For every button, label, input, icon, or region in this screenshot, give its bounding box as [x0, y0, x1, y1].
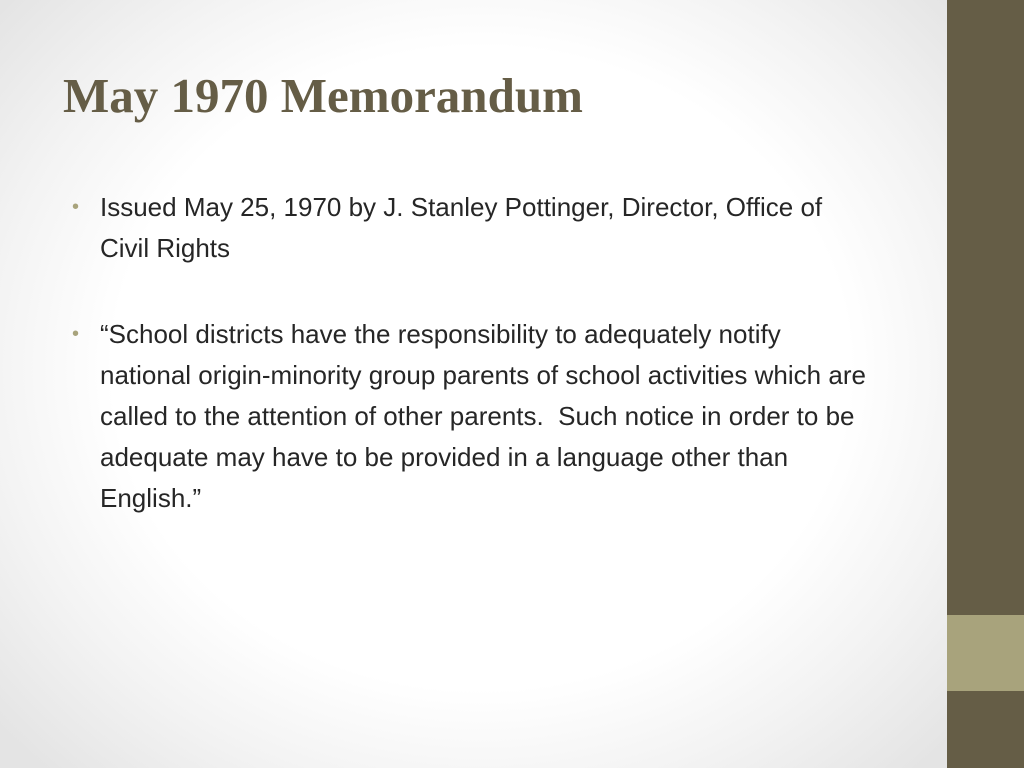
bullet-marker: •: [72, 323, 80, 345]
bullet-item: [72, 314, 872, 519]
bullet-marker: •: [72, 196, 80, 218]
slide-title: May 1970 Memorandum: [63, 68, 583, 123]
bullet-text: Issued May 25, 1970 by J. Stanley Pottinger, Director, Office of Civil Rights: [100, 192, 830, 263]
side-band-accent: [947, 615, 1024, 691]
bullet-list: [72, 187, 872, 564]
bullet-text: “School districts have the responsibility to adequately notify national origin-minority group parents of school activities which are called to the attention of other parents. Such notice in order to be adequate may have to be provided in a language other than English.”: [100, 319, 874, 513]
bullet-item: [72, 187, 872, 269]
